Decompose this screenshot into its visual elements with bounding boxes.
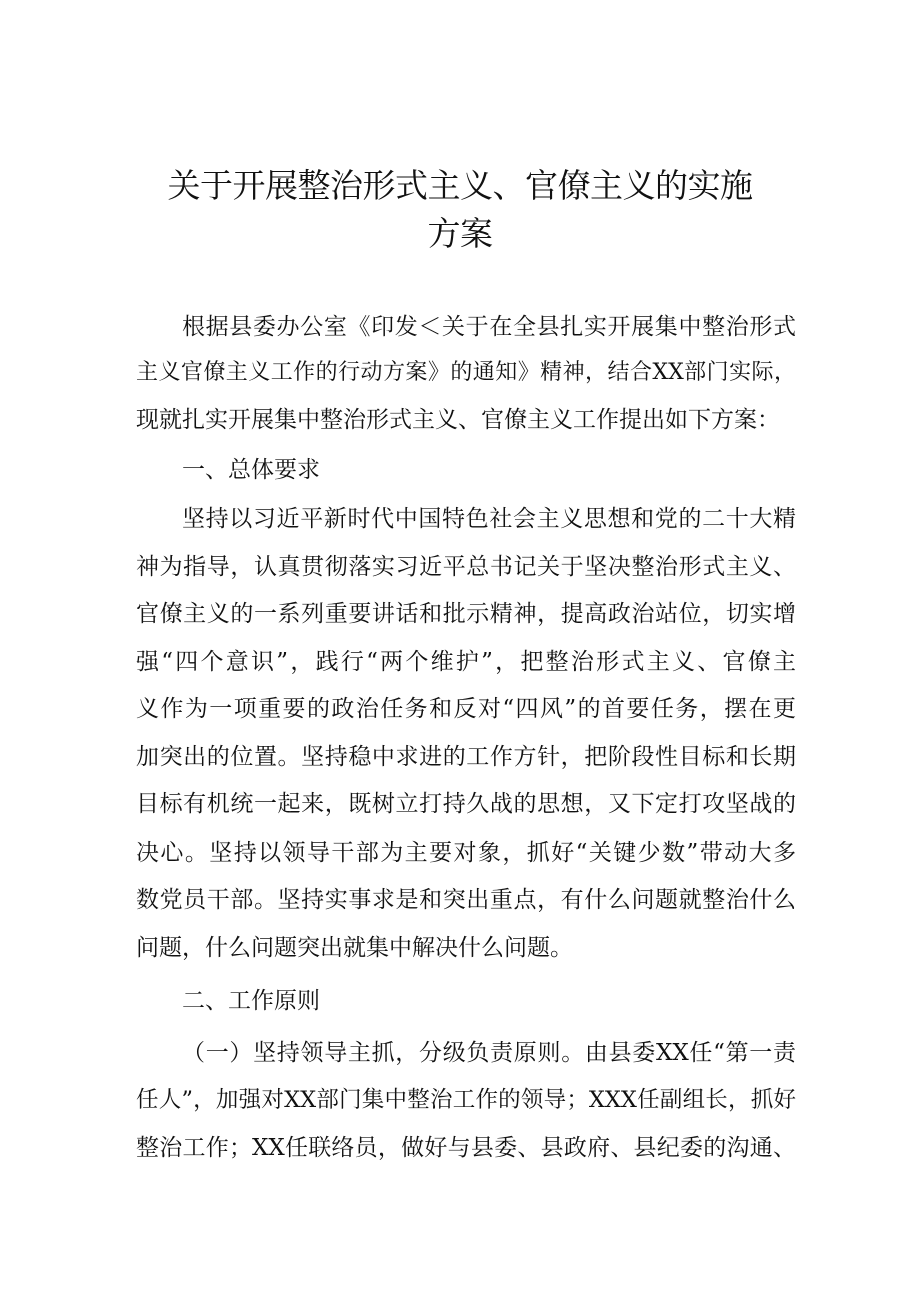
intro-line: 现就扎实开展集中整治形式主义、官僚主义工作提出如下方案：	[136, 407, 780, 433]
intro-line: 根据县委办公室《印发＜关于在全县扎实开展集中整治形式	[182, 314, 796, 340]
section1-line: 目标有机统一起来，既树立打持久战的思想，又下定打攻坚战的	[136, 791, 796, 817]
section2-line: 任人”，加强对XX部门集中整治工作的领导；XXX任副组长，抓好	[136, 1087, 796, 1113]
section1-line: 问题，什么问题突出就集中解决什么问题。	[136, 935, 573, 961]
section1-line: 加突出的位置。坚持稳中求进的工作方针，把阶段性目标和长期	[136, 744, 796, 770]
document-title-line1: 关于开展整治形式主义、官僚主义的实施	[167, 166, 753, 205]
section1-line: 强“四个意识”，践行“两个维护”，把整治形式主义、官僚主	[136, 649, 796, 675]
section1-line: 坚持以习近平新时代中国特色社会主义思想和党的二十大精	[182, 506, 796, 532]
intro-line: 主义官僚主义工作的行动方案》的通知》精神，结合XX部门实际，	[136, 360, 796, 385]
document-title-line2: 方案	[427, 214, 493, 253]
section2-line: 整治工作；XX任联络员，做好与县委、县政府、县纪委的沟通、	[136, 1135, 796, 1161]
section-heading-working-principles: 二、工作原则	[182, 988, 320, 1014]
section1-line: 决心。坚持以领导干部为主要对象，抓好“关键少数”带动大多	[136, 840, 796, 866]
section-heading-overall-requirements: 一、总体要求	[182, 457, 320, 483]
section1-line: 义作为一项重要的政治任务和反对“四风”的首要任务，摆在更	[136, 696, 796, 722]
section1-line: 神为指导，认真贯彻落实习近平总书记关于坚决整治形式主义、	[136, 554, 796, 580]
section2-line: （一）坚持领导主抓，分级负责原则。由县委XX任“第一责	[182, 1040, 796, 1066]
section1-line: 官僚主义的一系列重要讲话和批示精神，提高政治站位，切实增	[136, 601, 796, 627]
section1-line: 数党员干部。坚持实事求是和突出重点，有什么问题就整治什么	[136, 887, 796, 913]
